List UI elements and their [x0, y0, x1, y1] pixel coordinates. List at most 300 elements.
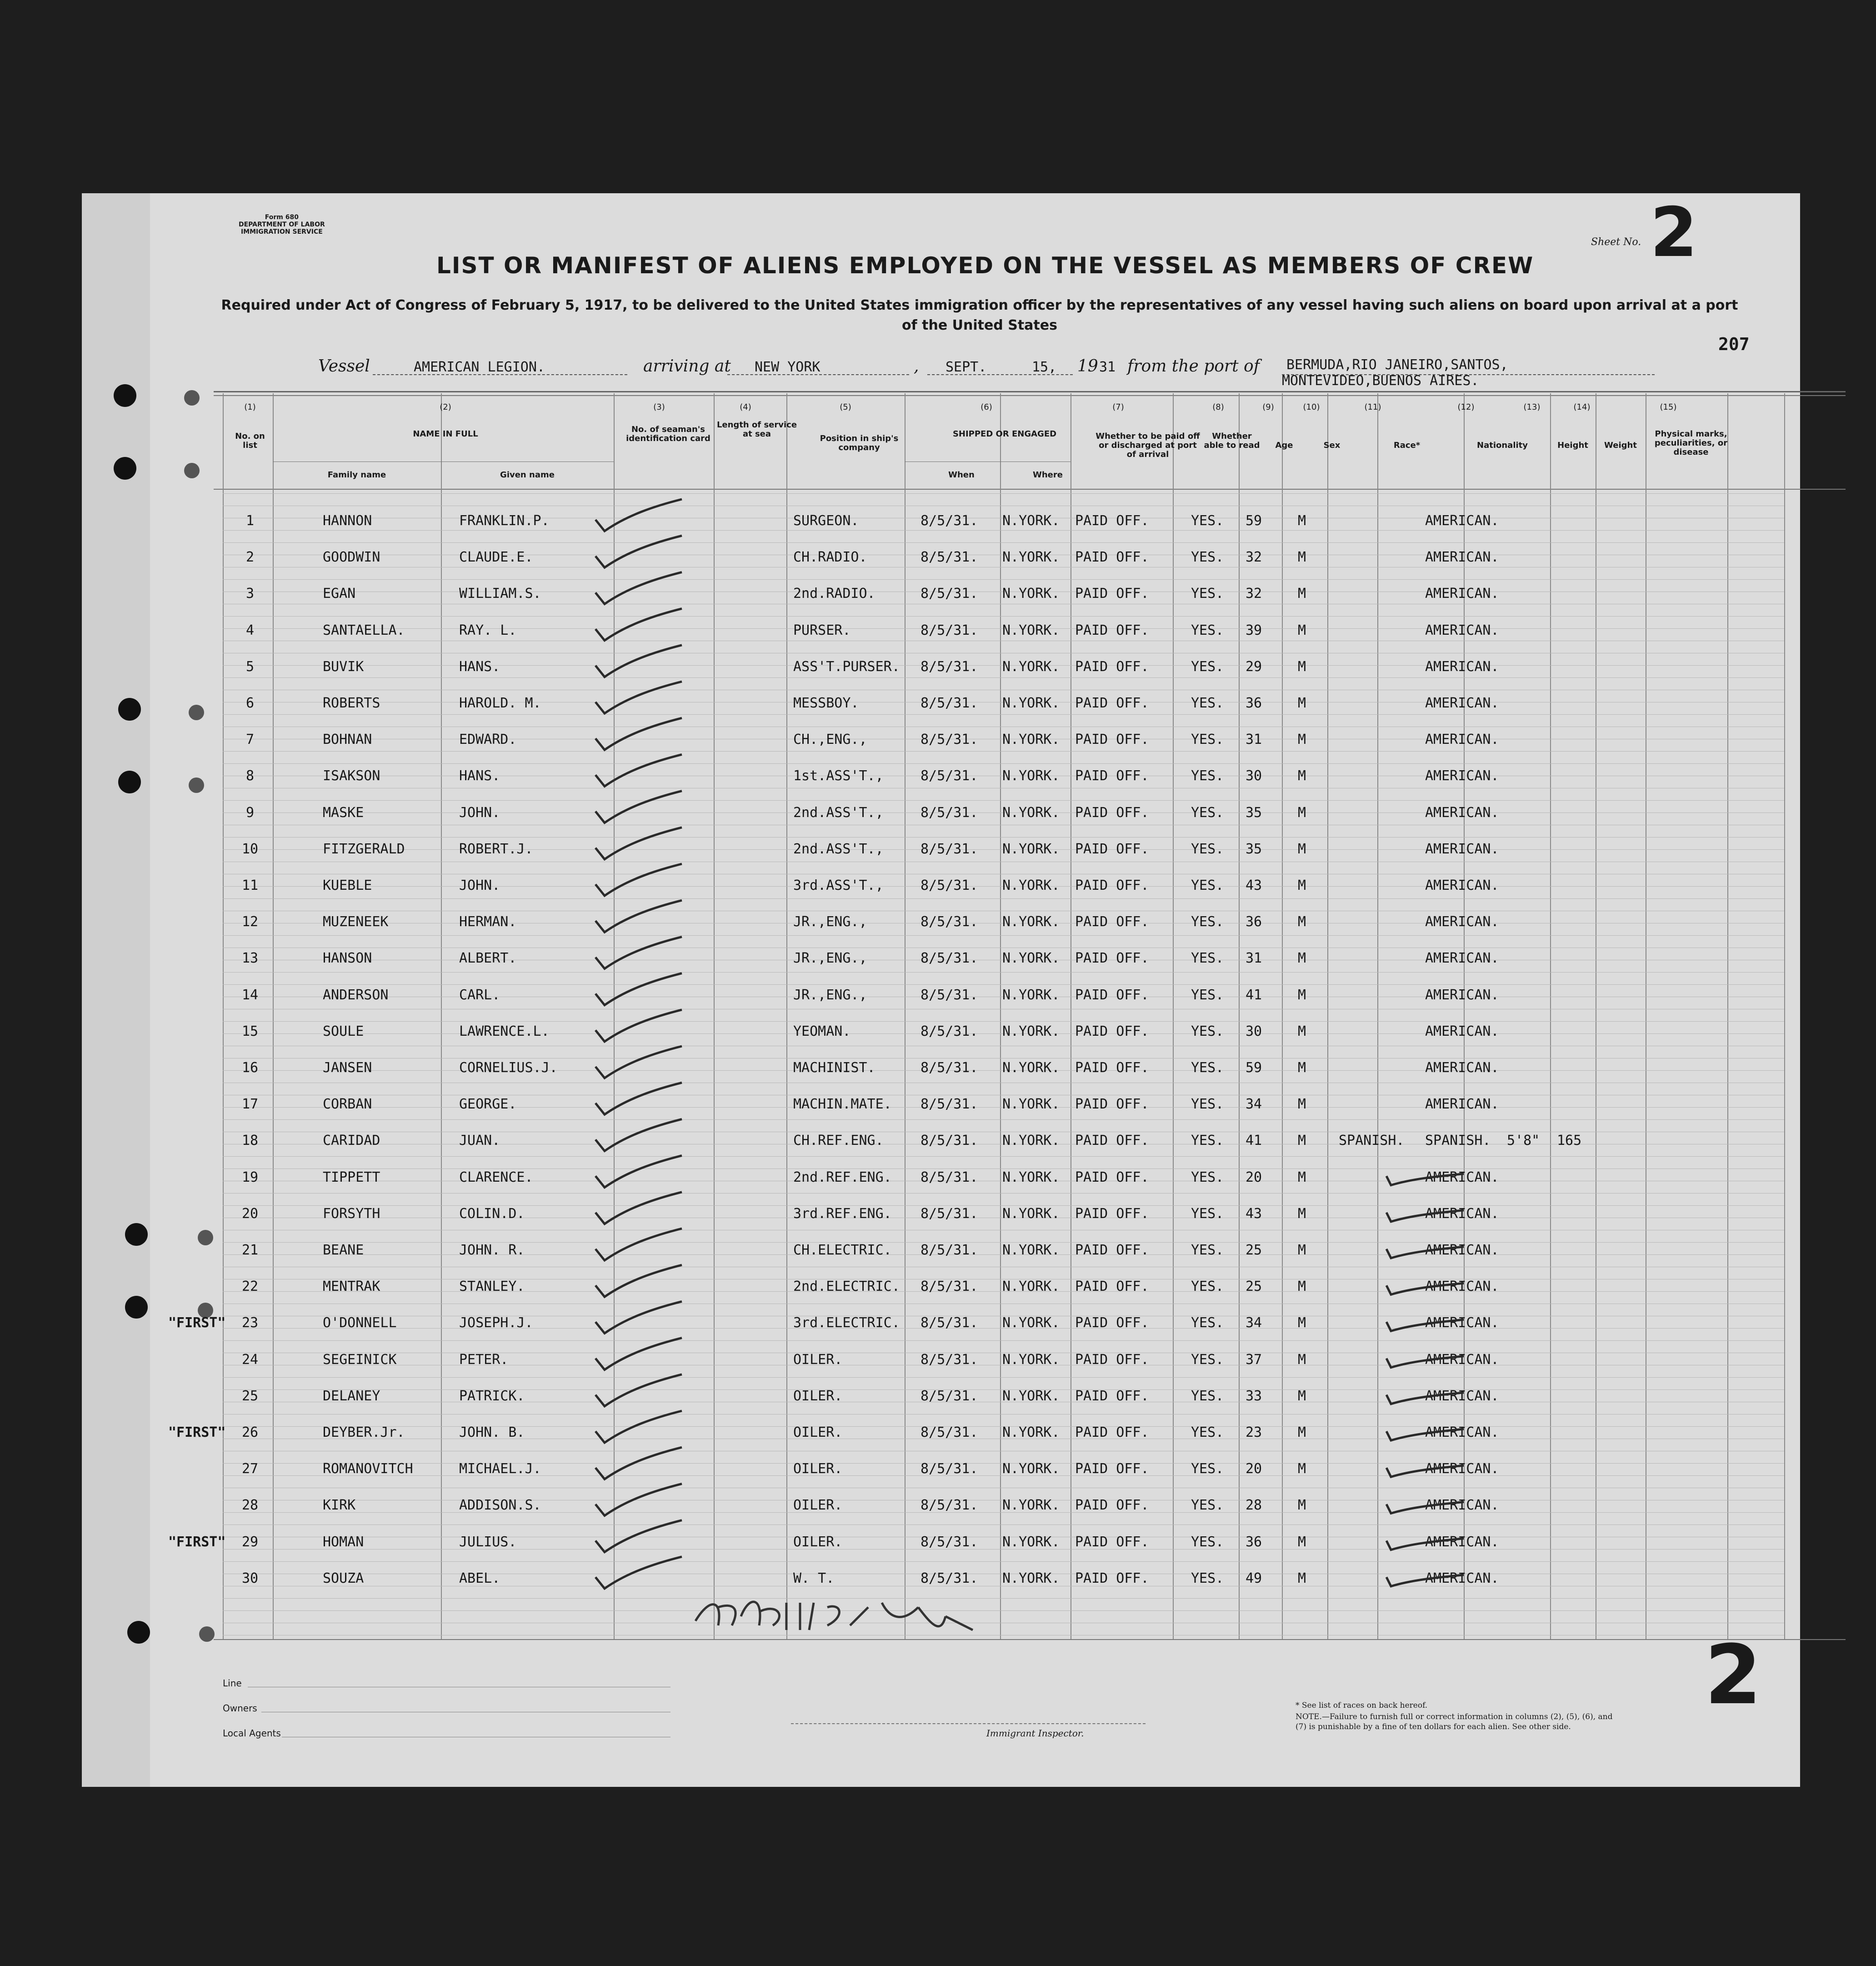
col-header-name: NAME IN FULL [413, 429, 478, 439]
cell-sex: M [1298, 987, 1306, 1003]
cell-read: YES. [1191, 841, 1224, 857]
cell-age: 25 [1246, 1242, 1262, 1258]
cell-no: 11 [241, 878, 259, 893]
header-bottom-border [214, 489, 1846, 490]
bottom-sheet-number: 2 [1705, 1628, 1762, 1723]
cell-paid: PAID OFF. [1075, 1133, 1149, 1149]
punch-hole [118, 698, 141, 721]
cell-where: N.YORK. [1002, 1279, 1060, 1295]
cell-family: KUEBLE [323, 878, 372, 893]
cell-family: HOMAN [323, 1534, 364, 1550]
ruled-line [223, 1193, 1784, 1194]
cell-nationality: AMERICAN. [1425, 1169, 1499, 1185]
cell-no: 3 [245, 586, 255, 602]
col-num: (2) [440, 402, 451, 412]
cell-read: YES. [1191, 914, 1224, 930]
cell-family: DELANEY [323, 1388, 380, 1404]
column-rule [1727, 393, 1728, 1639]
cell-when: 8/5/31. [920, 1133, 978, 1149]
cell-read: YES. [1191, 950, 1224, 967]
cell-no: 13 [241, 950, 259, 967]
ruled-line [223, 1610, 1784, 1611]
cell-where: N.YORK. [1002, 1315, 1060, 1331]
cell-age: 30 [1246, 1023, 1262, 1039]
punch-hole [198, 1230, 213, 1245]
cell-where: N.YORK. [1002, 804, 1060, 821]
departure-ports-line2: MONTEVIDEO,BUENOS AIRES. [1282, 373, 1479, 389]
cell-sex: M [1298, 1133, 1306, 1149]
cell-nationality: AMERICAN. [1425, 1205, 1499, 1222]
cell-read: YES. [1191, 1096, 1224, 1113]
cell-nationality: AMERICAN. [1425, 804, 1499, 821]
cell-no: 20 [241, 1205, 259, 1222]
from-port-label: from the port of [1127, 357, 1260, 376]
cell-age: 59 [1246, 1060, 1262, 1076]
cell-family: KIRK [323, 1497, 356, 1514]
cell-position: 2nd.REF.ENG. [793, 1169, 892, 1185]
cell-position: JR.,ENG., [793, 914, 867, 930]
cell-paid: PAID OFF. [1075, 1060, 1149, 1076]
page-title: LIST OR MANIFEST OF ALIENS EMPLOYED ON THE VESSEL AS MEMBERS OF CREW [436, 252, 1534, 279]
cell-read: YES. [1191, 1133, 1224, 1149]
cell-position: ASS'T.PURSER. [793, 658, 900, 675]
col-num: (11) [1364, 402, 1381, 412]
cell-family: SANTAELLA. [323, 622, 405, 638]
cell-nationality: AMERICAN. [1425, 622, 1499, 638]
cell-sex: M [1298, 878, 1306, 893]
cell-paid: PAID OFF. [1075, 1461, 1149, 1477]
col-header-no: No. on list [235, 431, 265, 450]
cell-family: MASKE [323, 804, 364, 821]
form-line: IMMIGRATION SERVICE [240, 228, 323, 236]
cell-age: 43 [1246, 1205, 1262, 1222]
table-bottom-border [214, 1639, 1846, 1640]
cell-given: EDWARD. [459, 732, 517, 748]
cell-family: SEGEINICK [323, 1351, 397, 1368]
col-header-race: Race* [1393, 441, 1421, 450]
cell-no: 19 [241, 1169, 259, 1185]
cell-when: 8/5/31. [920, 1205, 978, 1222]
cell-age: 36 [1246, 914, 1262, 930]
cell-nationality: AMERICAN. [1425, 1096, 1499, 1113]
cell-read: YES. [1191, 1351, 1224, 1368]
cell-age: 25 [1246, 1279, 1262, 1295]
cell-family: CORBAN [323, 1096, 372, 1113]
cell-read: YES. [1191, 1570, 1224, 1586]
cell-sex: M [1298, 768, 1306, 784]
date-year: 31 [1099, 359, 1116, 375]
first-annotation: "FIRST" [168, 1534, 226, 1550]
col-header-sex: Sex [1323, 441, 1341, 450]
column-rule [1464, 393, 1465, 1639]
cell-read: YES. [1191, 586, 1224, 602]
cell-age: 34 [1246, 1096, 1262, 1113]
page-subtitle: Required under Act of Congress of February 5, 1917, to be delivered to the United States immigration officer by the representatives of any vessel having such aliens on board upon arrival at a port of the United States [221, 297, 1738, 333]
cell-no: 4 [245, 622, 255, 638]
cell-nationality: AMERICAN. [1425, 878, 1499, 893]
cell-nationality: AMERICAN. [1425, 1242, 1499, 1258]
cell-when: 8/5/31. [920, 622, 978, 638]
cell-paid: PAID OFF. [1075, 841, 1149, 857]
cell-given: ALBERT. [459, 950, 517, 967]
cell-given: HANS. [459, 768, 500, 784]
ruled-line [223, 800, 1784, 801]
punch-hole [114, 384, 136, 407]
cell-position: 2nd.ASS'T., [793, 841, 884, 857]
col-header-when: When [948, 470, 975, 480]
cell-given: PETER. [459, 1351, 509, 1368]
cell-no: 1 [245, 513, 255, 529]
cell-age: 37 [1246, 1351, 1262, 1368]
ruled-line [223, 1598, 1784, 1599]
cell-sex: M [1298, 914, 1306, 930]
year-prefix: 19 [1077, 357, 1098, 376]
cell-when: 8/5/31. [920, 1315, 978, 1331]
date-day: 15, [1032, 359, 1057, 375]
cell-paid: PAID OFF. [1075, 513, 1149, 529]
cell-age: 31 [1246, 950, 1262, 967]
cell-position: W. T. [793, 1570, 835, 1586]
col-num: (15) [1660, 402, 1677, 412]
cell-paid: PAID OFF. [1075, 549, 1149, 566]
cell-no: 8 [245, 768, 255, 784]
cell-nationality: AMERICAN. [1425, 768, 1499, 784]
cell-given: HAROLD. M. [459, 695, 541, 711]
cell-position: MACHIN.MATE. [793, 1096, 892, 1113]
left-margin [82, 193, 150, 1787]
cell-position: MESSBOY. [793, 695, 859, 711]
cell-where: N.YORK. [1002, 950, 1060, 967]
cell-age: 34 [1246, 1315, 1262, 1331]
cell-paid: PAID OFF. [1075, 950, 1149, 967]
cell-given: COLIN.D. [459, 1205, 525, 1222]
ruled-line [223, 1377, 1784, 1378]
cell-when: 8/5/31. [920, 987, 978, 1003]
col-header-given: Given name [500, 470, 555, 480]
cell-when: 8/5/31. [920, 549, 978, 566]
cell-where: N.YORK. [1002, 914, 1060, 930]
cell-no: 14 [241, 987, 259, 1003]
cell-sex: M [1298, 1497, 1306, 1514]
cell-given: MICHAEL.J. [459, 1461, 541, 1477]
cell-no: 26 [241, 1424, 259, 1440]
cell-where: N.YORK. [1002, 622, 1060, 638]
arriving-port: NEW YORK [755, 359, 820, 375]
form-line: Form 680 [265, 214, 299, 221]
cell-position: OILER. [793, 1497, 843, 1514]
date-comma: , [914, 357, 919, 376]
col-num: (14) [1573, 402, 1591, 412]
cell-position: SURGEON. [793, 513, 859, 529]
cell-position: CH.REF.ENG. [793, 1133, 884, 1149]
cell-where: N.YORK. [1002, 768, 1060, 784]
cell-position: OILER. [793, 1534, 843, 1550]
cell-age: 36 [1246, 695, 1262, 711]
cell-family: GOODWIN [323, 549, 380, 566]
cell-given: HERMAN. [459, 914, 517, 930]
cell-paid: PAID OFF. [1075, 586, 1149, 602]
vessel-label: Vessel [318, 357, 370, 376]
cell-no: 21 [241, 1242, 259, 1258]
cell-nationality: AMERICAN. [1425, 1534, 1499, 1550]
cell-read: YES. [1191, 1023, 1224, 1039]
col-header-nationality: Nationality [1477, 441, 1528, 450]
ruled-line [223, 935, 1784, 936]
cell-sex: M [1298, 1424, 1306, 1440]
cell-read: YES. [1191, 1205, 1224, 1222]
cell-age: 41 [1246, 987, 1262, 1003]
cell-paid: PAID OFF. [1075, 732, 1149, 748]
cell-nationality: AMERICAN. [1425, 1388, 1499, 1404]
cell-given: JUAN. [459, 1133, 500, 1149]
note-text: —Failure to furnish full or correct information in columns (2), (5), (6), and (7) is punishable by a fine of ten dollars for each alien. See other side. [1296, 1712, 1613, 1731]
cell-age: 20 [1246, 1169, 1262, 1185]
cell-when: 8/5/31. [920, 1534, 978, 1550]
cell-read: YES. [1191, 1534, 1224, 1550]
cell-where: N.YORK. [1002, 658, 1060, 675]
cell-family: BOHNAN [323, 732, 372, 748]
ruled-line [223, 616, 1784, 617]
cell-family: SOUZA [323, 1570, 364, 1586]
column-rule [1784, 393, 1785, 1639]
cell-where: N.YORK. [1002, 841, 1060, 857]
cell-no: 15 [241, 1023, 259, 1039]
ruled-line [223, 1340, 1784, 1341]
cell-family: BEANE [323, 1242, 364, 1258]
cell-given: HANS. [459, 658, 500, 675]
cell-position: 2nd.RADIO. [793, 586, 875, 602]
col-header-where: Where [1033, 470, 1063, 480]
cell-no: 7 [245, 732, 255, 748]
cell-paid: PAID OFF. [1075, 878, 1149, 893]
cell-sex: M [1298, 1570, 1306, 1586]
inspector-signature-line [791, 1723, 1146, 1724]
col-num: (13) [1523, 402, 1541, 412]
cell-where: N.YORK. [1002, 732, 1060, 748]
ruled-line [223, 1156, 1784, 1157]
cell-paid: PAID OFF. [1075, 1315, 1149, 1331]
cell-when: 8/5/31. [920, 1461, 978, 1477]
vessel-name: AMERICAN LEGION. [414, 359, 545, 375]
col-num: (9) [1262, 402, 1274, 412]
cell-family: ANDERSON [323, 987, 389, 1003]
cell-no: 10 [241, 841, 259, 857]
cell-age: 41 [1246, 1133, 1262, 1149]
cell-read: YES. [1191, 549, 1224, 566]
cell-read: YES. [1191, 695, 1224, 711]
cell-given: CLAUDE.E. [459, 549, 533, 566]
form-line: DEPARTMENT OF LABOR [239, 221, 325, 228]
cell-nationality: AMERICAN. [1425, 658, 1499, 675]
cell-age: 23 [1246, 1424, 1262, 1440]
table-top-border [214, 391, 1846, 392]
cell-where: N.YORK. [1002, 1169, 1060, 1185]
column-rule [1173, 393, 1174, 1639]
races-note: * See list of races on back hereof. [1296, 1701, 1428, 1710]
cell-no: 12 [241, 914, 259, 930]
date-month: SEPT. [946, 359, 987, 375]
cell-paid: PAID OFF. [1075, 1570, 1149, 1586]
cell-read: YES. [1191, 1497, 1224, 1514]
cell-family: FORSYTH [323, 1205, 380, 1222]
cell-paid: PAID OFF. [1075, 768, 1149, 784]
cell-nationality: AMERICAN. [1425, 1497, 1499, 1514]
cell-age: 36 [1246, 1534, 1262, 1550]
cell-age: 32 [1246, 586, 1262, 602]
cell-when: 8/5/31. [920, 1351, 978, 1368]
cell-nationality: AMERICAN. [1425, 1279, 1499, 1295]
cell-where: N.YORK. [1002, 1060, 1060, 1076]
cell-nationality: AMERICAN. [1425, 586, 1499, 602]
cell-given: FRANKLIN.P. [459, 513, 550, 529]
cell-sex: M [1298, 841, 1306, 857]
ruled-line [223, 763, 1784, 764]
column-rule [1550, 393, 1551, 1639]
cell-given: LAWRENCE.L. [459, 1023, 550, 1039]
cell-read: YES. [1191, 1060, 1224, 1076]
cell-read: YES. [1191, 658, 1224, 675]
cell-sex: M [1298, 622, 1306, 638]
cell-sex: M [1298, 950, 1306, 967]
ruled-line [223, 1119, 1784, 1120]
cell-family: DEYBER.Jr. [323, 1424, 405, 1440]
cell-nationality: AMERICAN. [1425, 695, 1499, 711]
ruled-line [223, 493, 1784, 494]
cell-sex: M [1298, 1060, 1306, 1076]
cell-sex: M [1298, 1169, 1306, 1185]
cell-nationality: AMERICAN. [1425, 987, 1499, 1003]
note-label: NOTE. [1296, 1712, 1322, 1721]
cell-sex: M [1298, 1534, 1306, 1550]
cell-paid: PAID OFF. [1075, 1279, 1149, 1295]
cell-sex: M [1298, 732, 1306, 748]
cell-nationality: AMERICAN. [1425, 1023, 1499, 1039]
cell-when: 8/5/31. [920, 1242, 978, 1258]
cell-given: CLARENCE. [459, 1169, 533, 1185]
cell-age: 32 [1246, 549, 1262, 566]
cell-no: 27 [241, 1461, 259, 1477]
cell-family: JANSEN [323, 1060, 372, 1076]
cell-family: HANSON [323, 950, 372, 967]
cell-no: 28 [241, 1497, 259, 1514]
cell-paid: PAID OFF. [1075, 1096, 1149, 1113]
col-num: (4) [740, 402, 751, 412]
cell-age: 33 [1246, 1388, 1262, 1404]
cell-family: ISAKSON [323, 768, 380, 784]
cell-sex: M [1298, 586, 1306, 602]
cell-read: YES. [1191, 1315, 1224, 1331]
departure-ports-line1: BERMUDA,RIO JANEIRO,SANTOS, [1286, 357, 1508, 373]
cell-when: 8/5/31. [920, 1169, 978, 1185]
cell-position: CH.,ENG., [793, 732, 867, 748]
cell-sex: M [1298, 513, 1306, 529]
cell-paid: PAID OFF. [1075, 1497, 1149, 1514]
cell-given: JULIUS. [459, 1534, 517, 1550]
cell-given: GEORGE. [459, 1096, 517, 1113]
cell-read: YES. [1191, 732, 1224, 748]
cell-paid: PAID OFF. [1075, 1351, 1149, 1368]
sheet-number: 2 [1650, 193, 1698, 272]
cell-when: 8/5/31. [920, 950, 978, 967]
cell-paid: PAID OFF. [1075, 1023, 1149, 1039]
column-rule [223, 393, 224, 1639]
arriving-label: arriving at [643, 357, 731, 376]
cell-family: BUVIK [323, 658, 364, 675]
cell-given: CARL. [459, 987, 500, 1003]
cell-age: 20 [1246, 1461, 1262, 1477]
cell-age: 31 [1246, 732, 1262, 748]
cell-when: 8/5/31. [920, 658, 978, 675]
col-header-seaman-card: No. of seaman's identification card [626, 425, 710, 443]
col-header-physical: Physical marks, peculiarities, or disease [1654, 429, 1728, 457]
punch-hole [184, 390, 200, 406]
cell-given: JOHN. R. [459, 1242, 525, 1258]
cell-nationality: AMERICAN. [1425, 1461, 1499, 1477]
column-rule [786, 393, 787, 1639]
cell-when: 8/5/31. [920, 1279, 978, 1295]
cell-where: N.YORK. [1002, 1461, 1060, 1477]
cell-position: 1st.ASS'T., [793, 768, 884, 784]
ruled-line [223, 677, 1784, 678]
column-rule [1327, 393, 1328, 1639]
col-num: (12) [1457, 402, 1475, 412]
cell-nationality: AMERICAN. [1425, 1424, 1499, 1440]
punch-hole [184, 463, 200, 478]
ruled-line [223, 714, 1784, 715]
cell-when: 8/5/31. [920, 513, 978, 529]
cell-age: 29 [1246, 658, 1262, 675]
cell-family: O'DONNELL [323, 1315, 397, 1331]
cell-where: N.YORK. [1002, 1534, 1060, 1550]
cell-given: JOSEPH.J. [459, 1315, 533, 1331]
col-num: (1) [244, 402, 256, 412]
cell-family: CARIDAD [323, 1133, 380, 1149]
cell-read: YES. [1191, 622, 1224, 638]
cell-where: N.YORK. [1002, 987, 1060, 1003]
ruled-line [223, 1021, 1784, 1022]
col-header-family: Family name [327, 470, 386, 480]
cell-where: N.YORK. [1002, 1388, 1060, 1404]
cell-no: 22 [241, 1279, 259, 1295]
cell-sex: M [1298, 695, 1306, 711]
cell-position: 2nd.ASS'T., [793, 804, 884, 821]
cell-nationality: AMERICAN. [1425, 950, 1499, 967]
cell-where: N.YORK. [1002, 1096, 1060, 1113]
cell-no: 30 [241, 1570, 259, 1586]
stamp-number: 207 [1718, 334, 1750, 354]
column-rule [1239, 393, 1240, 1639]
cell-no: 5 [245, 658, 255, 675]
column-rule [614, 393, 615, 1639]
cell-sex: M [1298, 1388, 1306, 1404]
subheader-rule [273, 461, 614, 462]
cell-nationality: AMERICAN. [1425, 513, 1499, 529]
col-header-height: Height [1557, 441, 1588, 450]
ruled-line [223, 579, 1784, 580]
cell-read: YES. [1191, 1461, 1224, 1477]
ruled-line [223, 898, 1784, 899]
cell-sex: M [1298, 658, 1306, 675]
punch-hole [127, 1621, 150, 1644]
cell-paid: PAID OFF. [1075, 695, 1149, 711]
cell-age: 49 [1246, 1570, 1262, 1586]
col-header-age: Age [1275, 441, 1293, 450]
cell-when: 8/5/31. [920, 1497, 978, 1514]
cell-when: 8/5/31. [920, 732, 978, 748]
cell-position: 3rd.ASS'T., [793, 878, 884, 893]
cell-where: N.YORK. [1002, 1497, 1060, 1514]
cell-weight: 165 [1557, 1133, 1582, 1149]
